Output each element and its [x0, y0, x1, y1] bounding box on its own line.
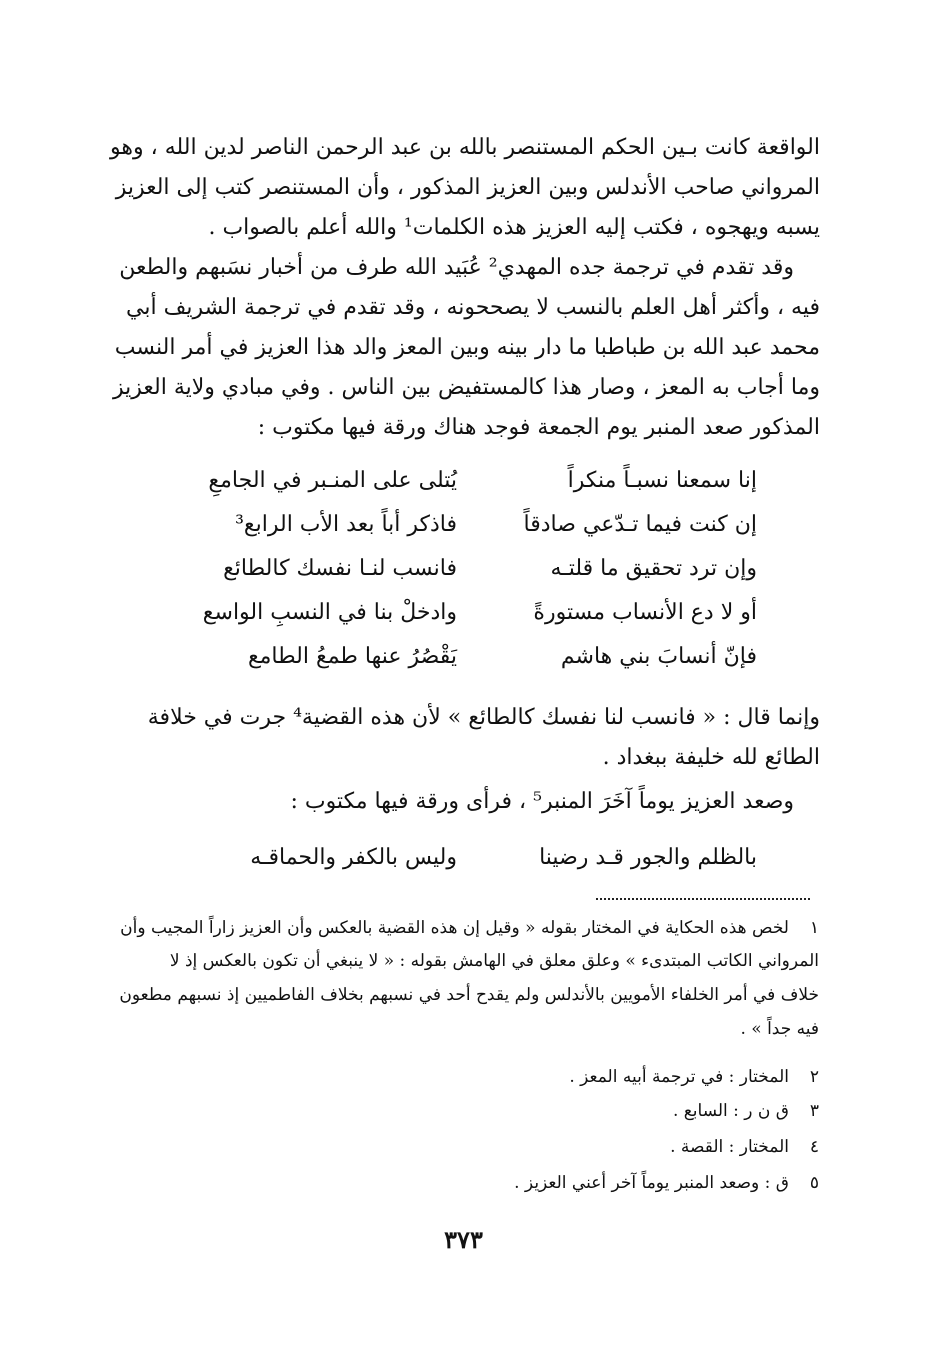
- footnote-text: ق : وصعد المنبر يوماً آخر أعني العزيز .: [514, 1173, 789, 1193]
- verse-line: [0, 836, 927, 880]
- verse-first-hemistich: وإن ترد تحقيق ما قلتـه: [550, 556, 757, 581]
- footnote-number: ٥: [809, 1173, 819, 1193]
- verse-first-hemistich: إنا سمعنا نسبـاً منكراً: [567, 468, 757, 493]
- verse-second-hemistich: فانسب لنـا نفسك كالطائع: [223, 556, 457, 581]
- footnote-text: خلاف في أمر الخلفاء الأمويين بالأندلس ولم يقدح أحد في نسبهم بخلاف الفاطميين إذ نسبهم مطعون: [119, 985, 819, 1005]
- verse-line: [0, 459, 927, 503]
- verse-first-hemistich: فإنّ أنسابَ بني هاشم: [560, 644, 757, 669]
- paragraph-4: [108, 782, 820, 822]
- text-line: فيه ، وأكثر أهل العلم بالنسب لا يصححونه ، وقد تقدم في ترجمة الشريف أبي: [126, 295, 820, 320]
- footnote-separator: [596, 898, 810, 900]
- paragraph-1: [108, 128, 820, 248]
- verse-second-hemistich: وليس بالكفر والحماقـه: [250, 845, 457, 870]
- text-line: محمد عبد الله بن طباطبا ما دار بينه وبين المعز والد هذا العزيز في أمر النسب: [114, 335, 820, 360]
- text-line: وقد تقدم في ترجمة جده المهدي² عُبَيد الله طرف من أخبار نسَبهم والطعن: [119, 255, 794, 280]
- footnote-number: ١: [809, 918, 819, 938]
- page-number: ٣٧٣: [444, 1225, 483, 1254]
- verse-first-hemistich: أو لا دع الأنساب مستورةً: [533, 600, 757, 625]
- text-line: وما أجاب به المعز ، وصار هذا كالمستفيض بين الناس . وفي مبادي ولاية العزيز: [113, 375, 820, 400]
- footnote-text: المختار : في ترجمة أبيه المعز .: [569, 1067, 789, 1087]
- verse-first-hemistich: بالظلم والجور قـد رضينا: [539, 845, 757, 870]
- text-line: الواقعة كانت بـين الحكم المستنصر بالله بن عبد الرحمن الناصر لدين الله ، وهو: [110, 135, 820, 160]
- footnote-5: [107, 1168, 819, 1198]
- verse-line: [0, 503, 927, 547]
- footnote-1-continued: [107, 946, 819, 976]
- text-line: الطائع لله خليفة ببغداد .: [602, 745, 820, 770]
- footnote-3: [107, 1096, 819, 1126]
- paragraph-2: [108, 248, 820, 448]
- verse-line: [0, 591, 927, 635]
- text-line: وصعد العزيز يوماً آخَرَ المنبر⁵ ، فرأى ورقة فيها مكتوب :: [290, 789, 794, 814]
- footnote-2: [107, 1062, 819, 1092]
- footnote-number: ٤: [809, 1137, 819, 1157]
- footnote-1-continued: [107, 980, 819, 1010]
- footnote-text: لخص هذه الحكاية في المختار بقوله « وقيل إن هذه القضية بالعكس وأن العزيز زاراً المجيب وأن: [120, 918, 789, 938]
- footnote-1: [107, 913, 819, 943]
- verse-second-hemistich: يُتلى على المنـبر في الجامعِ: [208, 468, 457, 493]
- verse-line: [0, 547, 927, 591]
- verse-second-hemistich: وادخلْ بنا في النسبِ الواسع: [202, 600, 457, 625]
- verse-second-hemistich: يَقْصُرُ عنها طمعُ الطامع: [247, 644, 457, 669]
- verse-first-hemistich: إن كنت فيما تـدّعي صادقاً: [523, 512, 757, 537]
- text-line: وإنما قال : « فانسب لنا نفسك كالطائع » لأن هذه القضية⁴ جرت في خلافة: [147, 705, 820, 730]
- footnote-number: ٢: [809, 1067, 819, 1087]
- text-line: المذكور صعد المنبر يوم الجمعة فوجد هناك ورقة فيها مكتوب :: [257, 415, 820, 440]
- text-line: المرواني صاحب الأندلس وبين العزيز المذكور ، وأن المستنصر كتب إلى العزيز: [115, 175, 820, 200]
- verse-line: [0, 635, 927, 679]
- footnote-text: ق ن ر : السابع .: [672, 1101, 789, 1121]
- footnote-text: المرواني الكاتب المبتدىء » وعلق معلق في الهامش بقوله : « لا ينبغي أن تكون بالعكس إذ لا: [169, 951, 819, 971]
- footnote-4: [107, 1132, 819, 1162]
- paragraph-3: [108, 698, 820, 778]
- verse-second-hemistich: فاذكر أباً بعد الأب الرابع³: [235, 512, 457, 537]
- footnote-text: فيه جداً » .: [740, 1019, 819, 1039]
- footnote-1-continued: [107, 1014, 819, 1044]
- footnote-number: ٣: [809, 1101, 819, 1121]
- footnote-text: المختار : القصة .: [670, 1137, 789, 1157]
- text-line: يسبه ويهجوه ، فكتب إليه العزيز هذه الكلمات¹ والله أعلم بالصواب .: [208, 215, 820, 240]
